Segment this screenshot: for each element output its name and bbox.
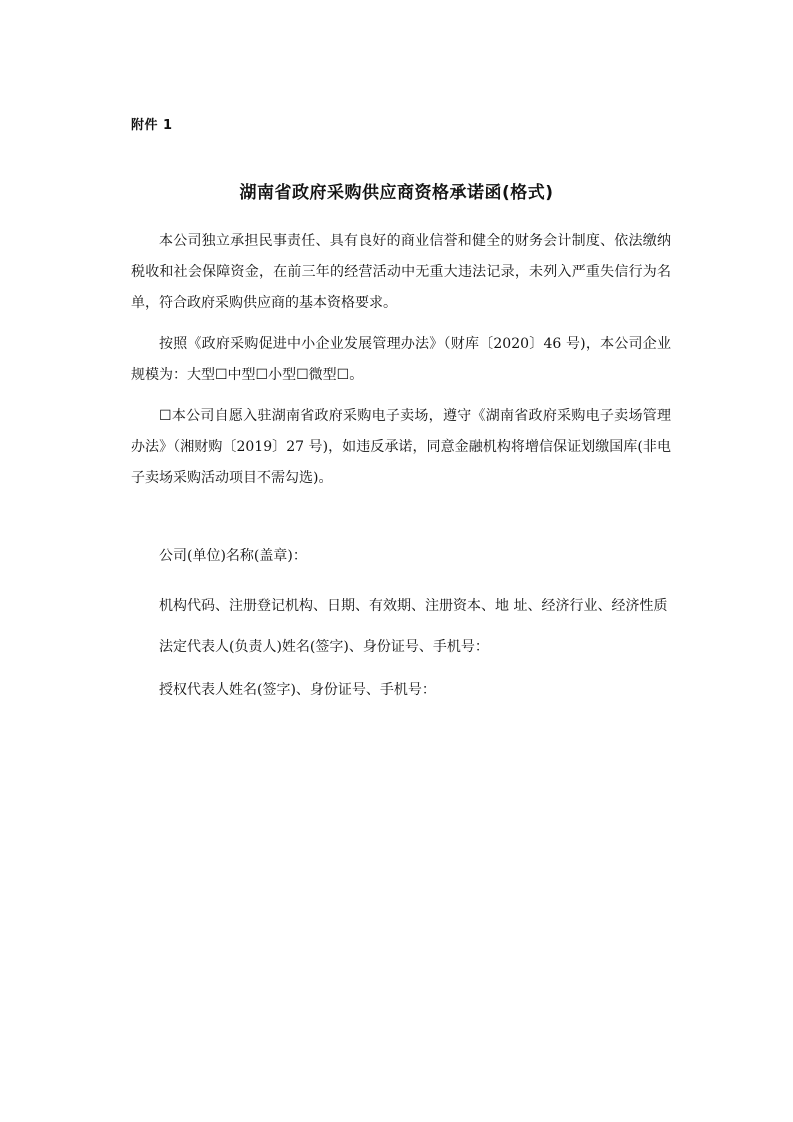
e-mall-paragraph: ☐本公司自愿入驻湖南省政府采购电子卖场，遵守《湖南省政府采购电子卖场管理办法》（湘财购〔2019〕27 号)，如违反承诺，同意金融机构将增信保证划缴国库(非电子卖场采购活动项目不需勾选)。 <box>131 408 671 486</box>
legal-representative-field: 法定代表人(负责人)姓名(签字)、身份证号、手机号： <box>159 639 489 655</box>
commitment-paragraph: 本公司独立承担民事责任、具有良好的商业信誉和健全的财务会计制度、依法缴纳税收和社会保障资金，在前三年的经营活动中无重大违法记录，未列入严重失信行为名单，符合政府采购供应商的基本资格要求。 <box>131 233 671 311</box>
company-name-field: 公司(单位)名称(盖章)： <box>159 548 307 564</box>
authorized-representative-field: 授权代表人姓名(签字)、身份证号、手机号： <box>159 682 436 698</box>
organization-info-field: 机构代码、注册登记机构、日期、有效期、注册资本、地 址、经济行业、经济性质 <box>159 598 668 614</box>
attachment-label: 附件 1 <box>131 118 173 133</box>
enterprise-scale-paragraph: 按照《政府采购促进中小企业发展管理办法》（财库〔2020〕46 号)，本公司企业规模为：大型☐中型☐小型☐微型☐。 <box>131 336 671 383</box>
document-title: 湖南省政府采购供应商资格承诺函(格式) <box>239 183 554 203</box>
